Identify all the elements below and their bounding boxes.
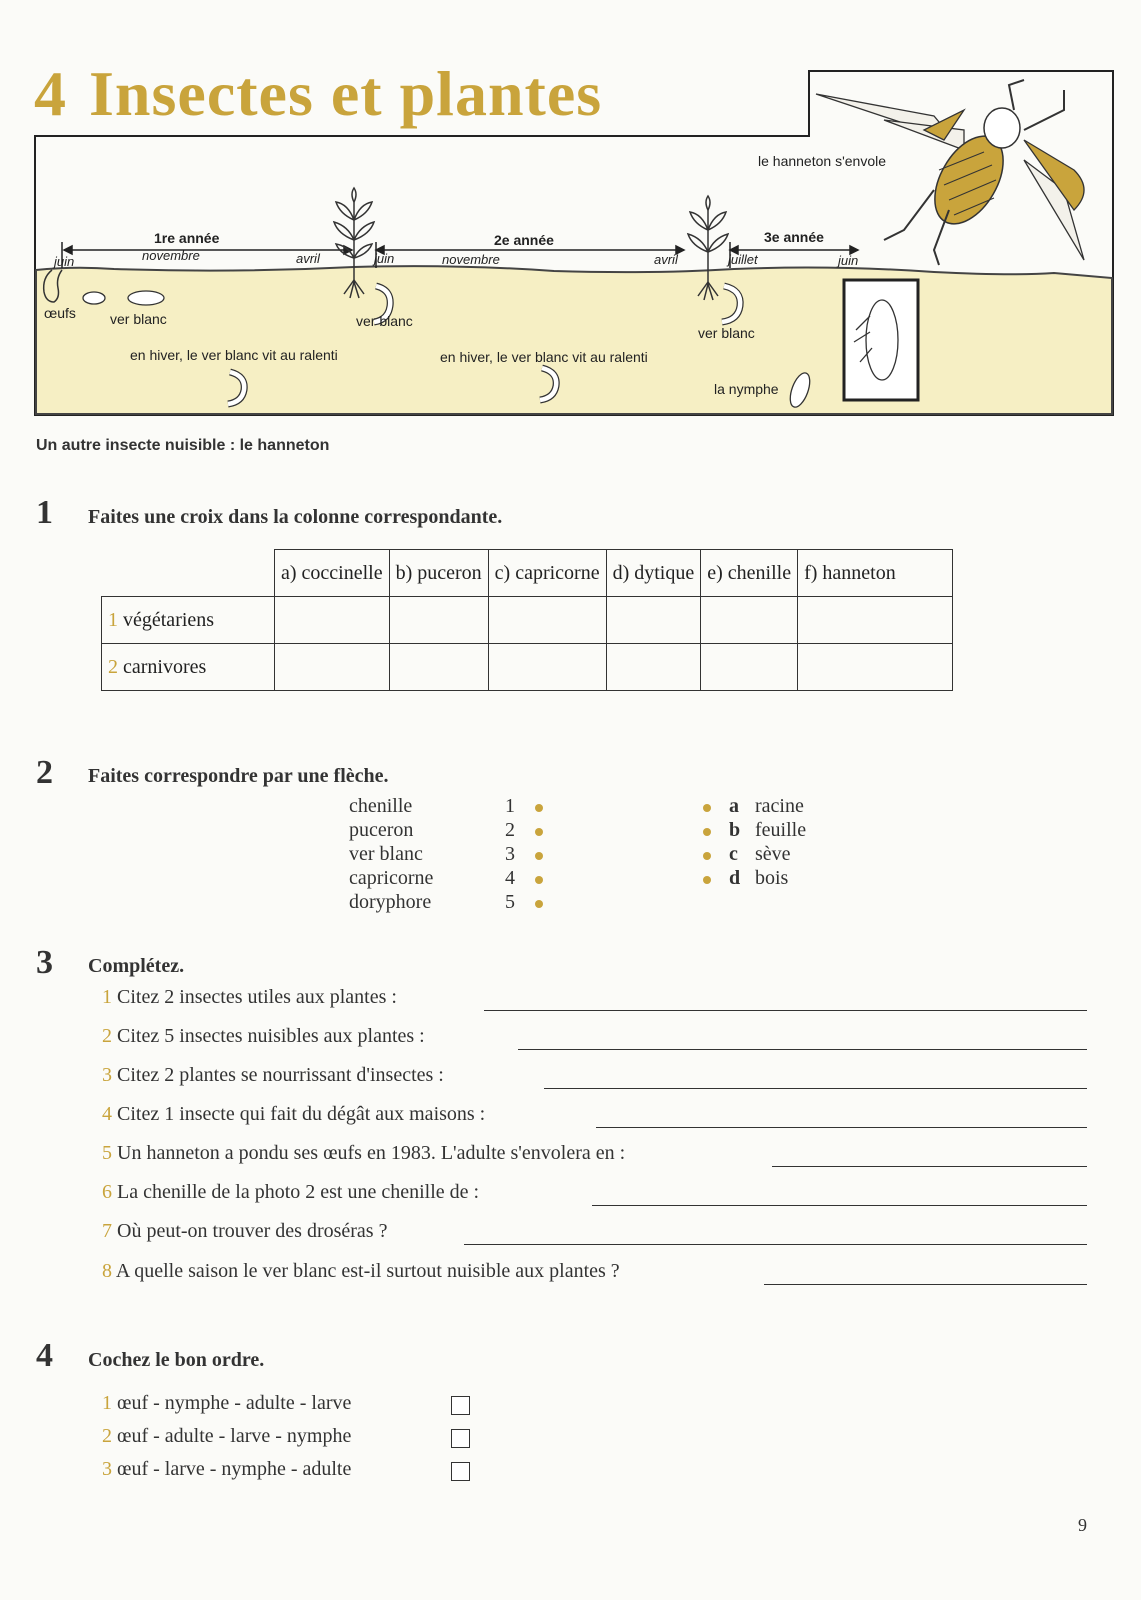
- match-letter: a: [729, 795, 739, 817]
- question-text: [102, 1064, 444, 1087]
- month-label: juillet: [728, 252, 758, 267]
- exercise-instruction: Complétez.: [88, 955, 185, 977]
- column-header: a) coccinelle: [275, 550, 390, 597]
- question-number: 2: [102, 1025, 112, 1047]
- option-checkbox[interactable]: [451, 1462, 470, 1481]
- order-option: [102, 1425, 351, 1448]
- row-number: 1: [108, 608, 118, 631]
- year-1-label: 1re année: [154, 230, 220, 246]
- winter-label: en hiver, le ver blanc vit au ralenti: [440, 349, 648, 365]
- match-word: doryphore: [349, 891, 432, 913]
- question-text: [102, 1142, 625, 1165]
- month-label: novembre: [442, 252, 500, 267]
- exercise-instruction: Faites correspondre par une flèche.: [88, 765, 389, 787]
- match-left-item[interactable]: [349, 819, 515, 843]
- cockchafer-icon: [816, 80, 1084, 265]
- month-label: juin: [54, 254, 75, 269]
- match-word: capricorne: [349, 867, 434, 889]
- match-number: 3: [505, 843, 515, 865]
- column-header: f) hanneton: [798, 550, 953, 597]
- match-dot[interactable]: [703, 804, 711, 812]
- option-text: œuf - adulte - larve - nymphe: [117, 1425, 352, 1447]
- question-label: A quelle saison le ver blanc est-il surtout nuisible aux plantes ?: [115, 1260, 620, 1282]
- diagram-caption: Un autre insecte nuisible : le hanneton: [36, 437, 330, 454]
- answer-line[interactable]: [518, 1049, 1087, 1050]
- answer-cell[interactable]: [798, 644, 953, 691]
- lifecycle-diagram: [34, 70, 1114, 430]
- answer-cell[interactable]: [701, 597, 798, 644]
- question-number: 6: [102, 1181, 112, 1203]
- match-dot[interactable]: [535, 804, 543, 812]
- order-option: [102, 1458, 351, 1481]
- match-dot[interactable]: [703, 876, 711, 884]
- month-label: avril: [654, 252, 678, 267]
- match-word: bois: [755, 867, 789, 889]
- match-dot[interactable]: [703, 852, 711, 860]
- row-label: [102, 597, 275, 644]
- flight-label: le hanneton s'envole: [758, 153, 886, 169]
- answer-cell[interactable]: [606, 644, 701, 691]
- answer-line[interactable]: [484, 1010, 1087, 1011]
- soil-area: [36, 266, 1112, 414]
- match-left-item[interactable]: [349, 795, 515, 819]
- question-label: Citez 1 insecte qui fait du dégât aux maisons :: [117, 1103, 486, 1125]
- eggs-label: œufs: [44, 305, 76, 321]
- option-text: œuf - nymphe - adulte - larve: [117, 1392, 352, 1414]
- table-header-row: [102, 550, 953, 597]
- answer-cell[interactable]: [488, 644, 606, 691]
- exercise-instruction: Faites une croix dans la colonne correspondante.: [88, 506, 503, 528]
- match-number: 4: [505, 867, 515, 889]
- exercise-number: 4: [36, 1337, 53, 1374]
- match-word: racine: [755, 795, 804, 817]
- match-left-list: [349, 795, 515, 915]
- page-number: 9: [1078, 1515, 1087, 1535]
- chapter-number: 4: [34, 58, 67, 129]
- match-dot[interactable]: [535, 876, 543, 884]
- match-letter: b: [729, 819, 741, 841]
- question-text: [102, 1181, 479, 1204]
- nymph-label: la nymphe: [714, 381, 779, 397]
- column-header: b) puceron: [389, 550, 488, 597]
- question-text: [102, 986, 397, 1009]
- order-option: [102, 1392, 351, 1415]
- row-text: carnivores: [123, 655, 207, 678]
- year-3-label: 3e année: [764, 229, 824, 245]
- question-number: 5: [102, 1142, 112, 1164]
- chapter-title: Insectes et plantes: [89, 58, 603, 129]
- exercise-number: 3: [36, 944, 53, 981]
- year-2-label: 2e année: [494, 232, 554, 248]
- table-corner: [102, 550, 275, 597]
- winter-label: en hiver, le ver blanc vit au ralenti: [130, 347, 338, 363]
- row-label: [102, 644, 275, 691]
- column-header: e) chenille: [701, 550, 798, 597]
- match-word: sève: [755, 843, 791, 865]
- larva-label: ver blanc: [698, 325, 755, 341]
- row-number: 2: [108, 655, 118, 678]
- column-header: c) capricorne: [488, 550, 606, 597]
- match-dot[interactable]: [703, 828, 711, 836]
- larva-label: ver blanc: [110, 311, 167, 327]
- question-number: 8: [102, 1260, 112, 1282]
- match-dot[interactable]: [535, 828, 543, 836]
- answer-cell[interactable]: [488, 597, 606, 644]
- match-left-item[interactable]: [349, 891, 515, 915]
- answer-cell[interactable]: [798, 597, 953, 644]
- answer-cell[interactable]: [275, 597, 390, 644]
- question-text: [102, 1025, 425, 1048]
- match-word: puceron: [349, 819, 414, 841]
- option-number: 2: [102, 1425, 112, 1447]
- match-number: 5: [505, 891, 515, 913]
- answer-line[interactable]: [772, 1166, 1087, 1167]
- exercise-instruction: Cochez le bon ordre.: [88, 1349, 265, 1371]
- match-word: chenille: [349, 795, 413, 817]
- column-header: d) dytique: [606, 550, 701, 597]
- option-text: œuf - larve - nymphe - adulte: [117, 1458, 352, 1480]
- answer-line[interactable]: [764, 1284, 1087, 1285]
- question-text: [102, 1103, 485, 1126]
- exercise-number: 2: [36, 754, 53, 791]
- month-label: novembre: [142, 248, 200, 263]
- answer-line[interactable]: [596, 1127, 1087, 1128]
- match-letter: d: [729, 867, 741, 889]
- classification-table: [101, 549, 953, 691]
- match-dot[interactable]: [535, 900, 543, 908]
- question-number: 4: [102, 1103, 112, 1125]
- question-number: 3: [102, 1064, 112, 1086]
- option-checkbox[interactable]: [451, 1429, 470, 1448]
- month-label: avril: [296, 251, 320, 266]
- larva-label: ver blanc: [356, 313, 413, 329]
- answer-line[interactable]: [544, 1088, 1087, 1089]
- question-label: Citez 2 plantes se nourrissant d'insectes :: [117, 1064, 444, 1086]
- lifecycle-svg: [34, 70, 1114, 430]
- question-label: Où peut-on trouver des droséras ?: [117, 1220, 388, 1242]
- question-label: Citez 2 insectes utiles aux plantes :: [117, 986, 397, 1008]
- question-text: [102, 1260, 620, 1283]
- table-row: [102, 644, 953, 691]
- row-text: végétariens: [123, 608, 215, 631]
- option-checkbox[interactable]: [451, 1396, 470, 1415]
- match-number: 1: [505, 795, 515, 817]
- answer-cell[interactable]: [389, 644, 488, 691]
- match-left-item[interactable]: [349, 843, 515, 867]
- answer-cell[interactable]: [389, 597, 488, 644]
- match-word: ver blanc: [349, 843, 423, 865]
- answer-cell[interactable]: [701, 644, 798, 691]
- answer-line[interactable]: [592, 1205, 1087, 1206]
- question-label: Un hanneton a pondu ses œufs en 1983. L'adulte s'envolera en :: [117, 1142, 626, 1164]
- answer-cell[interactable]: [275, 644, 390, 691]
- match-left-item[interactable]: [349, 867, 515, 891]
- month-label: juin: [374, 251, 395, 266]
- match-dot[interactable]: [535, 852, 543, 860]
- question-number: 1: [102, 986, 112, 1008]
- match-word: feuille: [755, 819, 807, 841]
- exercise-number: 1: [36, 494, 53, 531]
- match-letter: c: [729, 843, 738, 865]
- table-row: [102, 597, 953, 644]
- answer-line[interactable]: [464, 1244, 1087, 1245]
- option-number: 1: [102, 1392, 112, 1414]
- match-number: 2: [505, 819, 515, 841]
- month-label: juin: [838, 253, 859, 268]
- question-label: La chenille de la photo 2 est une chenille de :: [117, 1181, 480, 1203]
- question-text: [102, 1220, 387, 1243]
- question-number: 7: [102, 1220, 112, 1242]
- question-label: Citez 5 insectes nuisibles aux plantes :: [117, 1025, 425, 1047]
- option-number: 3: [102, 1458, 112, 1480]
- answer-cell[interactable]: [606, 597, 701, 644]
